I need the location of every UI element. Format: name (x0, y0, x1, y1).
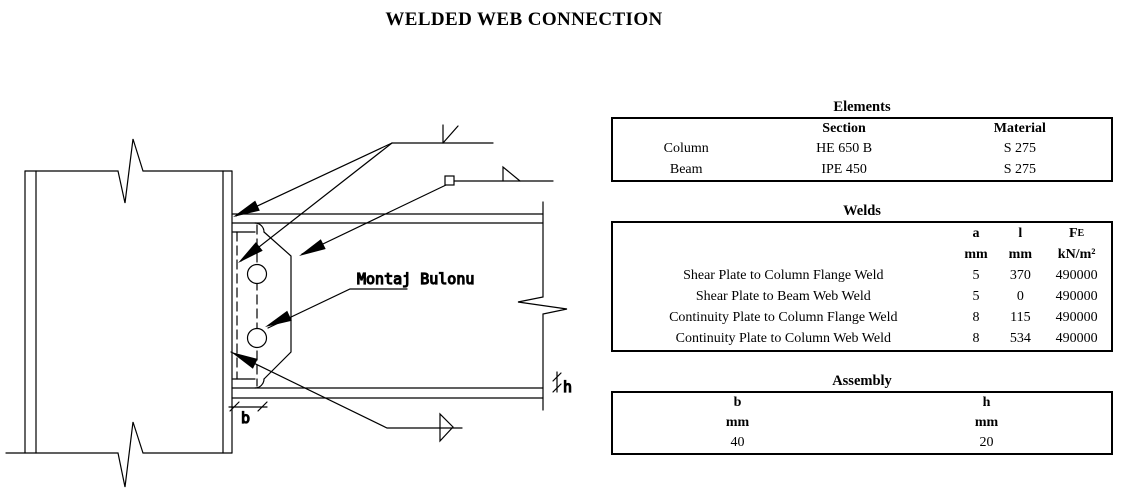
leader-arrowhead (238, 242, 263, 263)
elements-header-material: Material (993, 121, 1046, 137)
table-cell: S 275 (1003, 161, 1036, 177)
table-cell: 8 (972, 331, 980, 347)
welds-header-a: a (972, 225, 980, 241)
table-cell: Continuity Plate to Column Web Weld (675, 331, 892, 347)
table-cell: 490000 (1055, 331, 1098, 347)
welds-units-blank (613, 244, 954, 265)
elements-table (611, 117, 1113, 182)
table-cell: 5 (972, 267, 980, 283)
assembly-unit-b: mm (725, 415, 750, 430)
fillet-weld-symbol-2 (299, 167, 553, 256)
leader-arrowhead (231, 352, 258, 369)
fe-symbol: F (1068, 225, 1078, 241)
beam-outline (232, 202, 567, 410)
elements-header-section: Section (822, 121, 866, 137)
dimension-h (553, 372, 572, 396)
table-cell: Shear Plate to Beam Web Weld (695, 289, 871, 305)
welds-header-l: l (1018, 225, 1023, 241)
table-cell: 115 (1010, 310, 1031, 326)
welds-unit-l: mm (1008, 246, 1032, 262)
fillet-weld-symbol-1 (233, 125, 493, 263)
assembly-table (611, 391, 1113, 455)
table-cell: 534 (1009, 331, 1031, 347)
table-cell: 370 (1009, 267, 1031, 283)
assembly-value-b: 40 (730, 435, 745, 450)
table-cell: IPE 450 (821, 161, 867, 177)
welds-table-title: Welds (843, 203, 881, 219)
bottom-weld-leader (231, 352, 462, 441)
page-title: WELDED WEB CONNECTION (385, 9, 663, 30)
column-outline (6, 139, 232, 487)
welds-unit-f: kN/m² (1057, 246, 1096, 262)
table-cell: 8 (972, 310, 980, 326)
shear-plate (233, 223, 291, 388)
assembly-table-title: Assembly (832, 373, 892, 389)
assembly-header-b: b (733, 395, 742, 410)
welds-unit-a: mm (964, 246, 988, 262)
elements-header-blank (613, 119, 759, 139)
table-cell: 5 (972, 289, 980, 305)
table-cell: 0 (1016, 289, 1024, 305)
dimension-b (229, 402, 267, 427)
elements-table-title: Elements (833, 99, 891, 115)
bolt-hole (248, 329, 267, 348)
fe-subscript: E (1077, 227, 1085, 239)
table-cell: S 275 (1003, 141, 1036, 157)
dim-h-label: h (563, 378, 573, 396)
table-cell: HE 650 B (816, 141, 873, 157)
leader-arrowhead (299, 239, 326, 256)
bolt-hole (248, 265, 267, 284)
assembly-header-h: h (982, 395, 991, 410)
table-cell: Beam (669, 161, 703, 177)
assembly-value-h: 20 (979, 435, 994, 450)
montaj-bulonu-label: Montaj Bulonu (357, 270, 475, 288)
dim-b-label: b (241, 409, 251, 427)
table-cell: 490000 (1055, 310, 1098, 326)
table-cell: 490000 (1055, 267, 1098, 283)
welds-header-blank (613, 223, 954, 244)
table-cell: Continuity Plate to Column Flange Weld (669, 310, 898, 326)
welds-table (611, 221, 1113, 352)
leader-arrowhead (265, 311, 292, 327)
assembly-unit-h: mm (974, 415, 999, 430)
montaj-bulonu-callout (265, 270, 474, 328)
table-cell: 490000 (1055, 289, 1098, 305)
table-cell: Shear Plate to Column Flange Weld (683, 267, 884, 283)
welds-header-fe (1042, 223, 1111, 244)
table-cell: Column (663, 141, 709, 157)
